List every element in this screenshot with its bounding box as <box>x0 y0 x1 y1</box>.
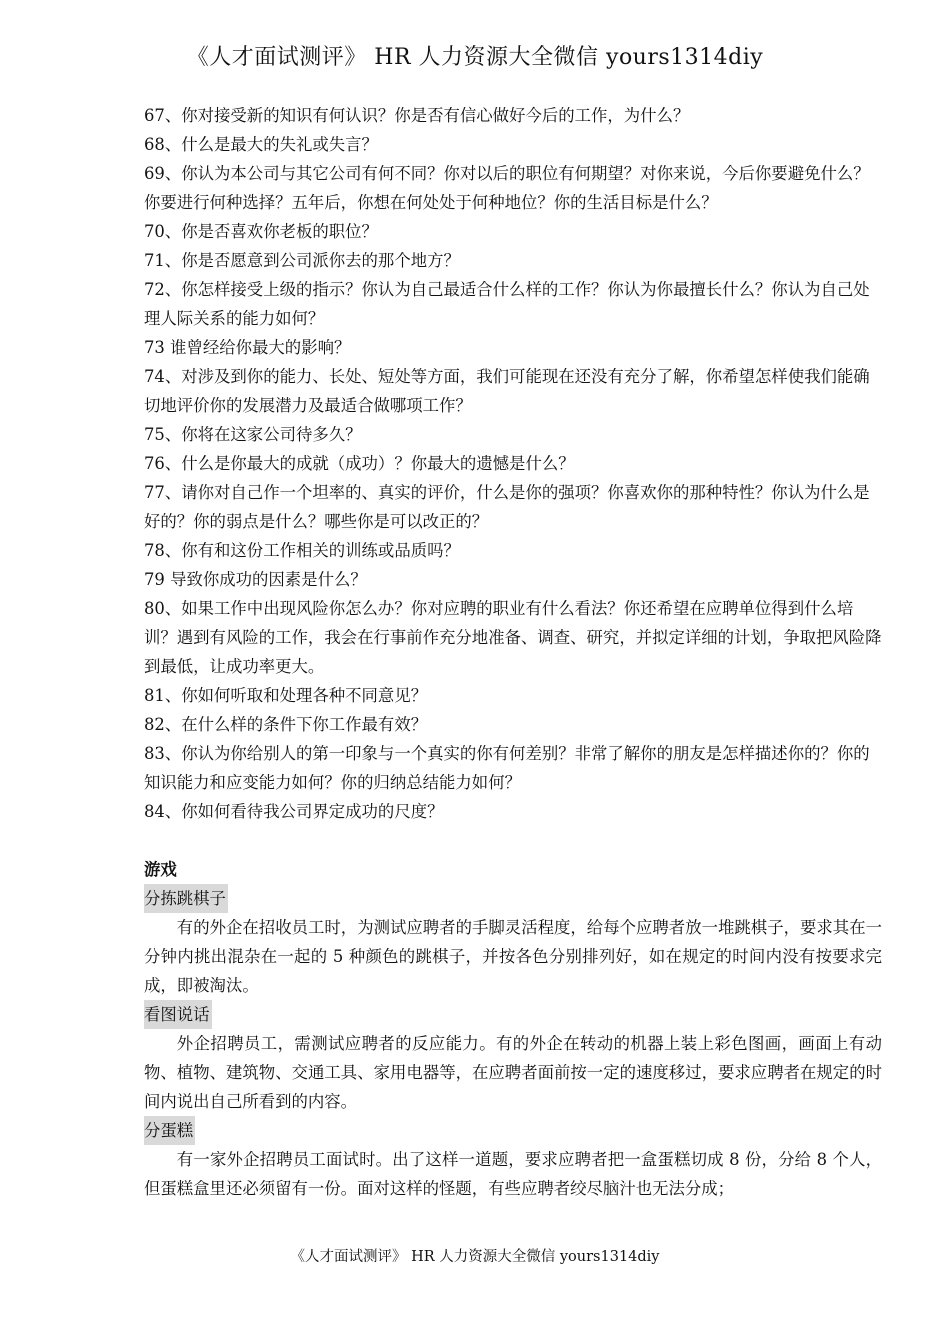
question-78: 78、你有和这份工作相关的训练或品质吗？ <box>144 541 460 560</box>
game-1-heading <box>144 884 882 913</box>
game-1-title: 分拣跳棋子 <box>144 884 228 913</box>
page-footer: 《人才面试测评》 HR 人力资源大全微信 yours1314diy <box>290 1249 660 1265</box>
game-2-text: 外企招聘员工，需测试应聘者的反应能力。有的外企在转动的机器上装上彩色图画，画面上有动物、植物、建筑物、交通工具、家用电器等，在应聘者面前按一定的速度移过，要求应聘者在规定的时间内说出自己所看到的内容。 <box>144 1034 882 1111</box>
question-84: 84、你如何看待我公司界定成功的尺度？ <box>144 802 444 821</box>
question-70: 70、你是否喜欢你老板的职位？ <box>144 222 378 241</box>
question-82: 82、在什么样的条件下你工作最有效？ <box>144 715 428 734</box>
page-header: 《人才面试测评》 HR 人力资源大全微信 yours1314diy <box>186 45 764 70</box>
question-77: 77、请你对自己作一个坦率的、真实的评价，什么是你的强项？你喜欢你的那种特性？你认为什么是好的？你的弱点是什么？哪些你是可以改正的？ <box>144 483 870 531</box>
question-72: 72、你怎样接受上级的指示？你认为自己最适合什么样的工作？你认为你最擅长什么？你认为自己处理人际关系的能力如何？ <box>144 280 870 328</box>
question-81: 81、你如何听取和处理各种不同意见？ <box>144 686 428 705</box>
question-80: 80、如果工作中出现风险你怎么办？你对应聘的职业有什么看法？你还希望在应聘单位得到什么培训？遇到有风险的工作，我会在行事前作充分地准备、调查、研究，并拟定详细的计划，争取把风险降到最低，让成功率更大。 <box>144 599 882 676</box>
question-69: 69、你认为本公司与其它公司有何不同？你对以后的职位有何期望？对你来说，今后你要避免什么？你要进行何种选择？五年后，你想在何处处于何种地位？你的生活目标是什么？ <box>144 164 870 212</box>
question-73: 73 谁曾经给你最大的影响？ <box>144 338 351 357</box>
document-body <box>144 101 882 1203</box>
question-67: 67、你对接受新的知识有何认识？你是否有信心做好今后的工作，为什么？ <box>144 106 690 125</box>
question-74: 74、对涉及到你的能力、长处、短处等方面，我们可能现在还没有充分了解，你希望怎样使我们能确切地评价你的发展潜力及最适合做哪项工作？ <box>144 367 870 415</box>
section-spacer <box>144 826 882 855</box>
game-3-title: 分蛋糕 <box>144 1116 195 1145</box>
games-section-title: 游戏 <box>144 860 177 879</box>
game-3-heading <box>144 1116 882 1145</box>
question-83: 83、你认为你给别人的第一印象与一个真实的你有何差别？非常了解你的朋友是怎样描述你的？你的知识能力和应变能力如何？你的归纳总结能力如何？ <box>144 744 870 792</box>
question-76: 76、什么是你最大的成就（成功）？你最大的遗憾是什么？ <box>144 454 575 473</box>
game-2-title: 看图说话 <box>144 1000 212 1029</box>
question-75: 75、你将在这家公司待多久？ <box>144 425 362 444</box>
game-1-text: 有的外企在招收员工时，为测试应聘者的手脚灵活程度，给每个应聘者放一堆跳棋子，要求其在一分钟内挑出混杂在一起的 5 种颜色的跳棋子，并按各色分别排列好，如在规定的时间内没有按要求完成，即被淘汰。 <box>144 918 882 995</box>
question-71: 71、你是否愿意到公司派你去的那个地方？ <box>144 251 460 270</box>
game-3-text: 有一家外企招聘员工面试时。出了这样一道题，要求应聘者把一盒蛋糕切成 8 份，分给 8 个人，但蛋糕盒里还必须留有一份。面对这样的怪题，有些应聘者绞尽脑汁也无法分成； <box>144 1150 882 1198</box>
question-68: 68、什么是最大的失礼或失言？ <box>144 135 378 154</box>
question-79: 79 导致你成功的因素是什么？ <box>144 570 367 589</box>
game-2-heading <box>144 1000 882 1029</box>
